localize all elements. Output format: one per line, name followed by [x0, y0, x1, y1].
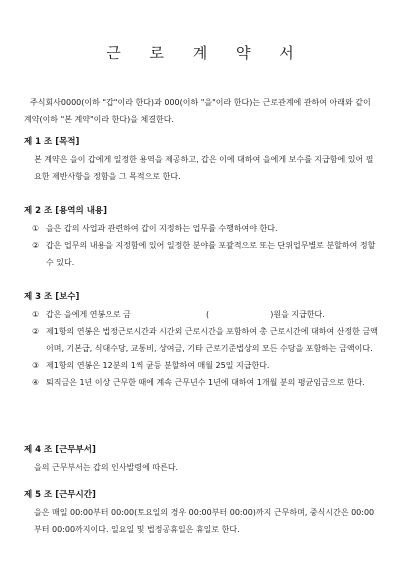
article-2-heading: 제 2 조 [용역의 내용]	[24, 206, 107, 216]
salary-text-start: 갑은 을에게 연봉으로 금	[46, 310, 131, 319]
article-3-item-1	[24, 306, 378, 323]
article-1	[24, 135, 378, 185]
item-number: ②	[32, 241, 40, 250]
article-2	[24, 204, 378, 271]
article-2-item-1	[24, 220, 378, 237]
document-title: 근 로 계 약 서	[106, 44, 306, 62]
article-5-text: 을은 매일 00:00부터 00:00(토요일의 경우 00:00부터 00:00)까지 근무하며, 중식시간은 00:00부터 00:00까지이다. 일요일 및 법정공휴일은 휴일로 한다.	[34, 508, 375, 534]
article-3-item-3	[24, 357, 378, 374]
article-2-item-2	[24, 237, 378, 271]
item-text: 제1항의 연봉은 법정근로시간과 시간외 근로시간을 포함하여 총 근로시간에 대하여 산정한 금액이며, 기본급, 식대수당, 교통비, 상여금, 기타 근로기준법상의 모든 수당을 포함하는 금액이다.	[46, 327, 378, 353]
article-1-heading: 제 1 조 [목적]	[24, 137, 80, 147]
article-5	[24, 488, 378, 538]
salary-text-end: )원을 지급한다.	[270, 310, 325, 319]
salary-paren-open: (	[206, 310, 210, 319]
intro-paragraph	[24, 94, 378, 128]
article-3	[24, 290, 378, 391]
article-4	[24, 443, 378, 476]
intro-text: 주식회사0000(이하 "갑"이라 한다)과 000(이하 "을"이라 한다)는 근로관계에 관하여 아래와 같이 계약(이하 "본 계약"이라 한다)을 체결한다.	[24, 98, 371, 124]
item-number: ④	[32, 378, 40, 387]
article-1-text: 본 계약은 을이 갑에게 일정한 용역을 제공하고, 갑은 이에 대하여 을에게 보수를 지급함에 있어 필요한 제반사항을 정함을 그 목적으로 한다.	[34, 155, 374, 181]
article-5-heading: 제 5 조 [근무시간]	[24, 490, 96, 500]
item-text: 퇴직금은 1년 이상 근무한 때에 계속 근무년수 1년에 대하여 1개월 분의 평균임금으로 한다.	[46, 378, 365, 387]
article-4-text: 을의 근무부서는 갑의 인사발령에 따른다.	[34, 463, 179, 472]
item-number: ①	[32, 224, 40, 233]
item-text: 갑은 업무의 내용을 지정함에 있어 일정한 분야를 포괄적으로 또는 단위업무별로 분할하여 정할 수 있다.	[46, 241, 376, 267]
article-3-item-4	[24, 374, 378, 391]
item-text: 을은 갑의 사업과 관련하여 갑이 지정하는 업무를 수행하여야 한다.	[46, 224, 278, 233]
item-text: 제1항의 연봉은 12분의 1씩 균등 분할하여 매월 25일 지급한다.	[46, 361, 270, 370]
item-text	[46, 306, 378, 323]
article-3-item-2	[24, 323, 378, 357]
item-number: ①	[32, 310, 40, 319]
article-4-heading: 제 4 조 [근무부서]	[24, 445, 96, 455]
item-number: ②	[32, 327, 40, 336]
article-3-heading: 제 3 조 [보수]	[24, 292, 80, 302]
item-number: ③	[32, 361, 40, 370]
